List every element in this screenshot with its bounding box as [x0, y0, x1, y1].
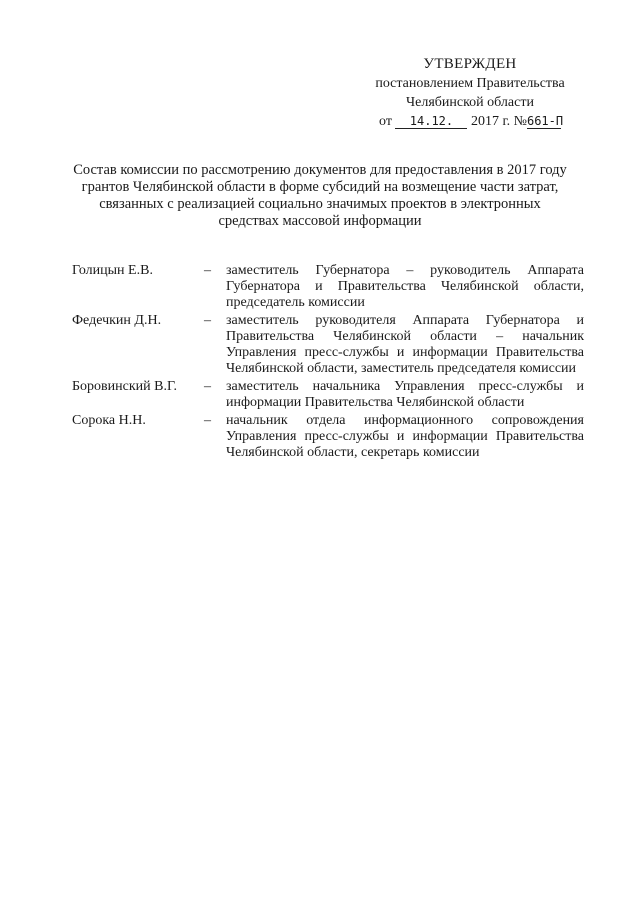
- approval-line-2: Челябинской области: [406, 95, 534, 110]
- member-row: [72, 379, 584, 411]
- member-dash: –: [204, 379, 211, 394]
- member-role: заместитель Губернатора – руководитель Аппарата Губернатора и Правительства Челябинской области, председатель комиссии: [226, 263, 584, 310]
- members-list: [72, 263, 584, 463]
- date-prefix: от: [379, 114, 392, 129]
- approval-block: [340, 55, 600, 131]
- member-dash: –: [204, 413, 211, 428]
- member-row: [72, 313, 584, 377]
- member-name: Сорока Н.Н.: [72, 413, 146, 428]
- approval-number: 661-П: [526, 114, 564, 128]
- approval-line-1: постановлением Правительства: [375, 76, 565, 91]
- approval-date: 14.12.: [395, 114, 467, 129]
- member-role: заместитель руководителя Аппарата Губернатора и Правительства Челябинской области – начальник Управления пресс-службы и информации Правительства Челябинской области, заместитель председателя комиссии: [226, 313, 584, 376]
- approval-date-line: [340, 112, 600, 131]
- document-title: Состав комиссии по рассмотрению документов для предоставления в 2017 году грантов Челябинской области в форме субсидий на возмещение части затрат, связанных с реализацией социально значимых проектов в электронных средствах массовой информации: [73, 162, 567, 229]
- member-role: заместитель начальника Управления пресс-службы и информации Правительства Челябинской области: [226, 379, 584, 410]
- member-dash: –: [204, 313, 211, 328]
- member-dash: –: [204, 263, 211, 278]
- member-row: [72, 263, 584, 311]
- year-text: 2017 г. №: [470, 114, 527, 129]
- member-name: Голицын Е.В.: [72, 263, 153, 278]
- member-role: начальник отдела информационного сопровождения Управления пресс-службы и информации Правительства Челябинской области, секретарь комиссии: [226, 413, 584, 460]
- approval-heading: УТВЕРЖДЕН: [423, 56, 517, 72]
- member-name: Федечкин Д.Н.: [72, 313, 162, 328]
- member-row: [72, 413, 584, 461]
- member-name: Боровинский В.Г.: [72, 379, 177, 394]
